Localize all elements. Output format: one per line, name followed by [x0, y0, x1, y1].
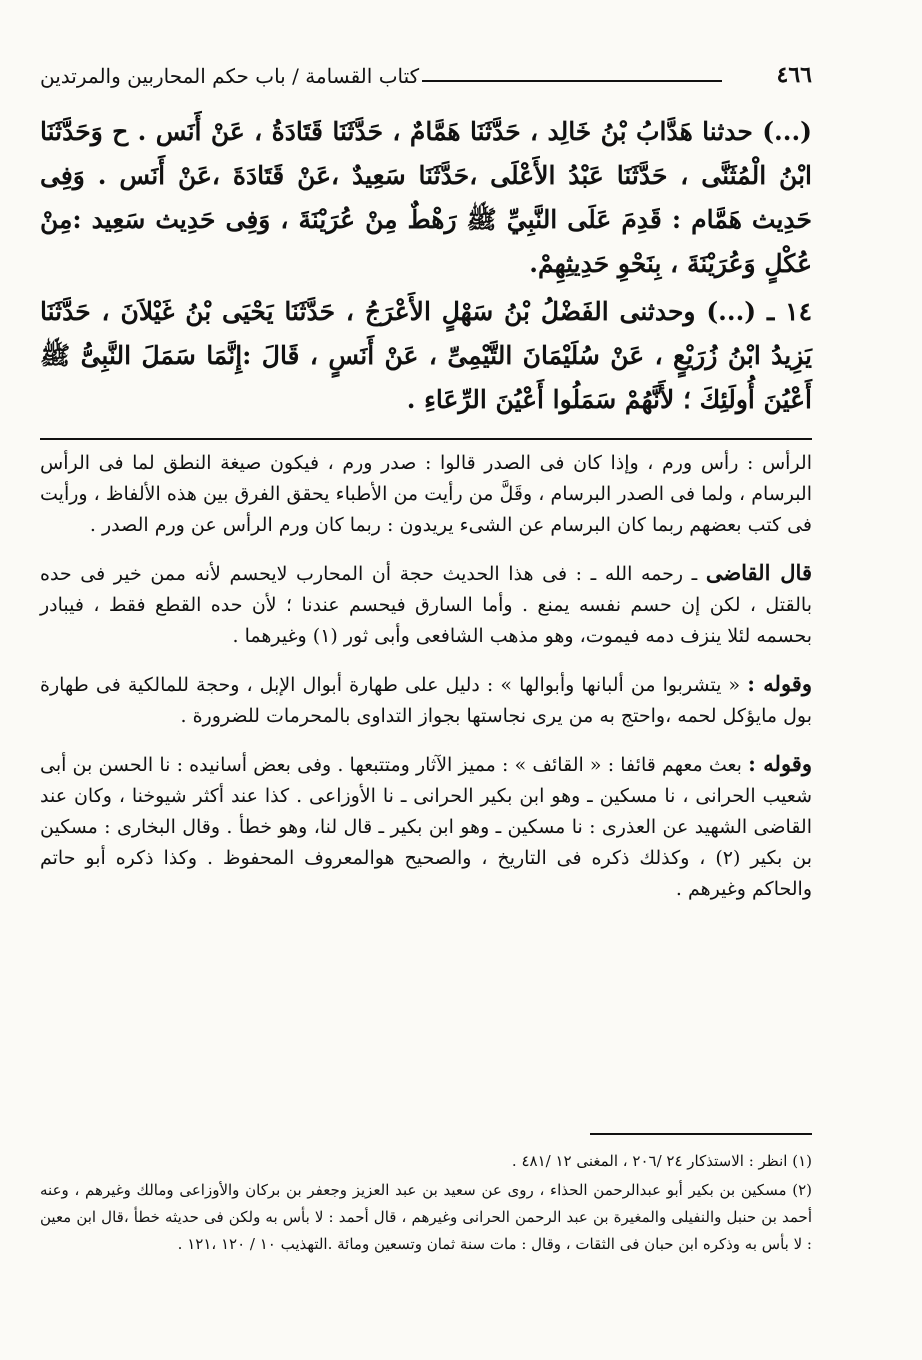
paragraph-body: « يتشربوا من ألبانها وأبوالها » : دليل على طهارة أبوال الإبل ، وحجة للمالكية فى طهارة بول مايؤكل لحمه ،واحتج به من يرى نجاستها بجواز التداوى بالمحرمات للضرورة .	[40, 674, 812, 727]
paragraph-lead: وقوله :	[747, 671, 812, 696]
footnote-divider	[590, 1133, 812, 1135]
header-rule	[422, 80, 722, 82]
paragraph-body: ـ رحمه الله ـ : فى هذا الحديث حجة أن المحارب لايحسم لأنه ممن خير فى حده بالقتل ، لكن إن حسم نفسه يمنع . وأما السارق فيحسم عندنا ؛ لأن حده القطع فقط ، فيبادر بحسمه لئلا ينزف دمه فيموت، وهو مذهب الشافعى وأبى ثور (١) وغيرهما .	[40, 563, 813, 647]
footnotes	[40, 1148, 812, 1260]
commentary-paragraph	[40, 748, 812, 905]
commentary-text	[40, 448, 812, 921]
page-header	[40, 58, 812, 98]
hadith-text	[40, 110, 812, 426]
commentary-paragraph: الرأس : رأس ورم ، وإذا كان فى الصدر قالوا : صدر ورم ، فيكون صيغة النطق لما فى الرأس البرسام ، ولما فى الصدر البرسام ، وقَلَّ من رأيت من الأطباء يحقق الفرق بين هذه الألفاظ ، ورأيت فى كتب بعضهم ربما كان البرسام عن الشىء يريدون : ربما كان ورم الرأس عن ورم الصدر .	[40, 452, 812, 536]
commentary-paragraph	[40, 557, 812, 652]
commentary-paragraph	[40, 668, 812, 732]
page-number: ٤٦٦	[776, 62, 812, 88]
hadith-paragraph: (...) حدثنا هَدَّابُ بْنُ خَالِد ، حَدَّثَنَا هَمَّامٌ ، حَدَّثَنَا قَتَادَةُ ، عَنْ أَنَس . ح وَحَدَّثَنَا ابْنُ الْمُثَنَّى ، حَدَّثَنَا عَبْدُ الأَعْلَى ،حَدَّثَنَا سَعِيدٌ ،عَنْ قَتَادَةَ ،عَنْ أَنَس . وَفِى حَدِيث هَمَّام : قَدِمَ عَلَى النَّبِيِّ ﷺ رَهْطٌ مِنْ عُرَيْنَةَ ، وَفِى حَدِيث سَعِيد :مِنْ عُكْلٍ وَعُرَيْنَةَ ، بِنَحْوِ حَدِيثِهِمْ.	[40, 117, 812, 278]
footnote: (٢) مسكين بن بكير أبو عبدالرحمن الحذاء ، روى عن سعيد بن عبد العزيز وجعفر بن بركان والأوزاعى ومالك وغيرهم ، وعنه أحمد بن حنبل والنفيلى والمغيرة بن عبد الرحمن الحرانى وغيرهم ، قال أحمد : لا بأس به ولكن فى حديثه خطأ ،قال ابن معين : لا بأس به وذكره ابن حبان فى الثقات ، وقال : مات سنة ثمان وتسعين ومائة .التهذيب ١٠ / ١٢٠ ،١٢١ .	[40, 1181, 812, 1253]
running-title: كتاب القسامة / باب حكم المحاربين والمرتدين	[40, 64, 420, 88]
paragraph-lead: قال القاضى	[705, 560, 812, 585]
footnote: (١) انظر : الاستذكار ٢٤ /٢٠٦ ، المغنى ١٢ /٤٨١ .	[511, 1152, 812, 1170]
paragraph-body: بعث معهم قائفا : « القائف » : مميز الآثار ومتتبعها . وفى بعض أسانيده : نا الحسن بن أبى شعيب الحرانى ، نا مسكين ـ وهو ابن بكير الحرانى ـ نا الأوزاعى . كذا عند أكثر شيوخنا ، وكان عند القاضى الشهيد عن العذرى : نا مسكين ـ وهو ابن بكير ـ قال لنا، وهو خطأ . وقال البخارى : مسكين بن بكير (٢) ، وكذلك ذكره فى التاريخ ، والصحيح هوالمعروف المحفوظ . وكذا ذكره أبو حاتم والحاكم وغيرهم .	[40, 754, 812, 900]
hadith-paragraph: ١٤ ـ (...) وحدثنى الفَضْلُ بْنُ سَهْلٍ الأَعْرَجُ ، حَدَّثَنَا يَحْيَى بْنُ غَيْلاَنَ ، حَدَّثَنَا يَزِيدُ ابْنُ زُرَيْعٍ ، عَنْ سُلَيْمَانَ التَّيْمِىِّ ، عَنْ أَنَسٍ ، قَالَ :إِنَّمَا سَمَلَ النَّبِىُّ ﷺ أَعْيُنَ أُولَئِكَ ؛ لأَنَّهُمْ سَمَلُوا أَعْيُنَ الرِّعَاءِ .	[40, 297, 812, 414]
section-divider	[40, 438, 812, 440]
paragraph-lead: وقوله :	[748, 751, 812, 776]
